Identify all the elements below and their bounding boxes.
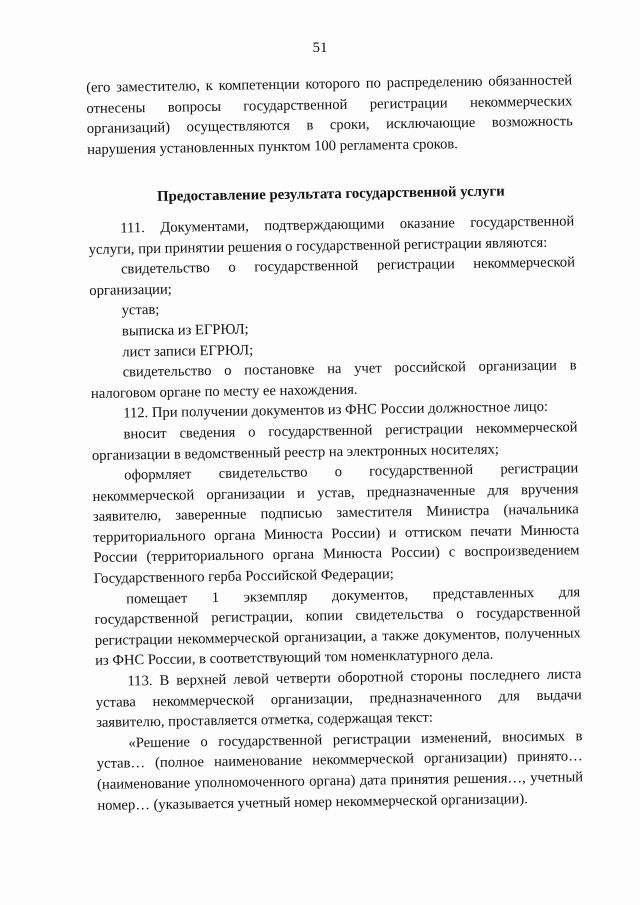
paragraph-111-item: лист записи ЕГРЮЛ;: [122, 341, 254, 360]
paragraph-112-intro: 112. При получении документов из ФНС России должностное лицо:: [123, 399, 549, 422]
paragraph-113-quote: «Решение о государственной регистрации изменений, вносимых в устав… (полное наименование некоммерческой организации) принято… (наименование уполномоченного органа) дата принятия решения…, учетный номер… (указывается учетный номер некоммерческой организации).: [96, 728, 584, 814]
paragraph-112-item: вносит сведения о государственной регистрации некоммерческой организации в ведомственный реестр на электронных носителях;: [91, 419, 578, 464]
paragraph-113-intro: 113. В верхней левой четверти оборотной стороны последнего листа устава некоммерческой организации, предназначенного для выдачи заявителю, проставляется отметка, содержащая текст:: [95, 666, 582, 732]
paragraph-112-item: оформляет свидетельство о государственной регистрации некоммерческой организации и устав, предназначенные для вручения заявителю, заверенные подписью заместителя Министра (начальника территориального органа Минюста России) и оттиском печати Минюста России (территориального органа Минюста России) с воспроизведением Государственного герба Российской Федерации;: [92, 460, 580, 587]
paragraph-111-item: выписка из ЕГРЮЛ;: [121, 321, 249, 340]
paragraph-111-item: устав;: [121, 302, 160, 319]
paragraph-111-intro: 111. Документами, подтверждающими оказание государственной услуги, при принятии решения о государственной регистрации являются:: [88, 213, 575, 258]
paragraph-112-item: помещает 1 экземпляр документов, представленных для государственной регистрации, копии свидетельства о государственной регистрации некоммерческой организации, а также документов, полученных из ФНС России, в соответствующий том номенклатурного дела.: [94, 583, 581, 670]
paragraph-111-item: свидетельство о государственной регистрации некоммерческой организации;: [89, 254, 576, 299]
section-heading: Предоставление результата государственной услуги: [156, 183, 505, 206]
page-number: 51: [312, 40, 328, 56]
intro-paragraph: (его заместителю, к компетенции которого по распределению обязанностей отнесены вопросы государственной регистрации некоммерческих организаций) осуществляются в сроки, исключающие возможность нарушения установленных пунктом 100 регламента сроков.: [86, 72, 573, 158]
paragraph-111-item: свидетельство о постановке на учет российской организации в налоговом органе по месту ее нахождения.: [90, 357, 577, 402]
document-body: [86, 70, 584, 816]
